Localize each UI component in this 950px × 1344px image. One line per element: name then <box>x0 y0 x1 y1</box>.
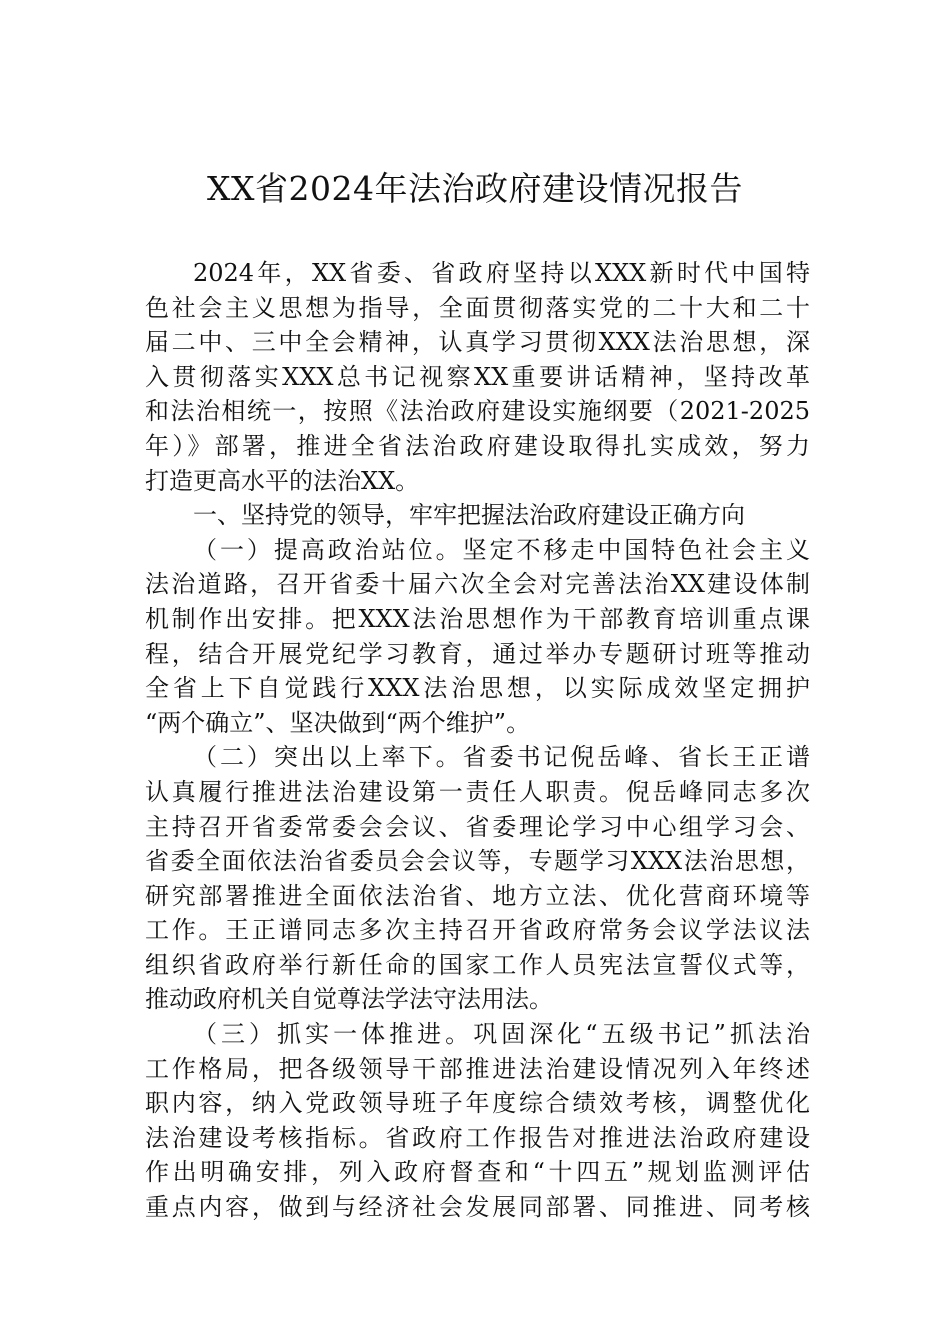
paragraph-line: 法治道路，召开省委十届六次全会对完善法治XX建设体制 <box>145 570 810 599</box>
paragraph-line: 打造更高水平的法治XX。 <box>145 466 420 495</box>
paragraph-line: （二）突出以上率下。省委书记倪岳峰、省长王正谱 <box>193 743 810 772</box>
paragraph-line: 研究部署推进全面依法治省、地方立法、优化营商环境等 <box>145 881 810 910</box>
paragraph-line: 推动政府机关自觉尊法学法守法用法。 <box>145 985 553 1014</box>
paragraph-line: 作出明确安排，列入政府督查和“十四五”规划监测评估 <box>145 1158 810 1187</box>
paragraph-line: 2024年，XX省委、省政府坚持以XXX新时代中国特 <box>193 259 810 287</box>
paragraph-line: 重点内容，做到与经济社会发展同部署、同推进、同考核 <box>145 1193 810 1222</box>
paragraph-line: （一）提高政治站位。坚定不移走中国特色社会主义 <box>193 535 810 564</box>
paragraph-line: 工作格局，把各级领导干部推进法治建设情况列入年终述 <box>145 1054 810 1083</box>
paragraph-line: 工作。王正谱同志多次主持召开省政府常务会议学法议法 <box>145 916 810 945</box>
paragraph-line: 职内容，纳入党政领导班子年度综合绩效考核，调整优化 <box>145 1089 810 1118</box>
section-heading: 一、坚持党的领导，牢牢把握法治政府建设正确方向 <box>193 501 745 530</box>
paragraph-line: 年）》部署，推进全省法治政府建设取得扎实成效，努力 <box>145 431 810 460</box>
paragraph-line: 主持召开省委常委会会议、省委理论学习中心组学习会、 <box>145 812 810 841</box>
paragraph-line: 组织省政府举行新任命的国家工作人员宪法宣誓仪式等， <box>145 950 810 979</box>
document-body <box>145 256 810 1225</box>
paragraph-line: 认真履行推进法治建设第一责任人职责。倪岳峰同志多次 <box>145 777 810 806</box>
paragraph-line: 机制作出安排。把XXX法治思想作为干部教育培训重点课 <box>145 604 810 633</box>
paragraph-line: 省委全面依法治省委员会会议等，专题学习XXX法治思想， <box>145 847 810 876</box>
paragraph-line: 色社会主义思想为指导，全面贯彻落实党的二十大和二十 <box>145 293 810 322</box>
paragraph-line: “两个确立”、坚决做到“两个维护”。 <box>145 708 531 737</box>
paragraph-line: （三）抓实一体推进。巩固深化“五级书记”抓法治 <box>193 1020 810 1049</box>
document-title: XX省2024年法治政府建设情况报告 <box>207 169 743 208</box>
paragraph-line: 法治建设考核指标。省政府工作报告对推进法治政府建设 <box>145 1123 810 1152</box>
paragraph-line: 全省上下自觉践行XXX法治思想，以实际成效坚定拥护 <box>145 674 810 703</box>
paragraph-line: 程，结合开展党纪学习教育，通过举办专题研讨班等推动 <box>145 639 810 668</box>
paragraph-line: 和法治相统一，按照《法治政府建设实施纲要（2021-2025 <box>145 397 810 426</box>
paragraph-line: 入贯彻落实XXX总书记视察XX重要讲话精神，坚持改革 <box>145 362 810 391</box>
paragraph-line: 届二中、三中全会精神，认真学习贯彻XXX法治思想，深 <box>145 328 810 357</box>
